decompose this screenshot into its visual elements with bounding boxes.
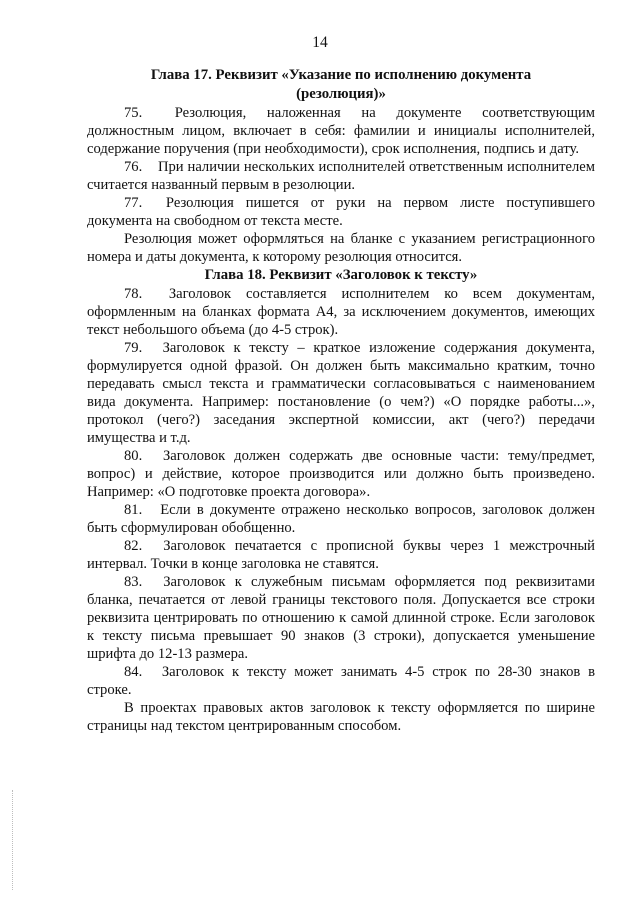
- chapter-18-title: Глава 18. Реквизит «Заголовок к тексту»: [204, 267, 478, 283]
- paragraph-80: [87, 447, 595, 501]
- chapter-17-section: [87, 104, 595, 266]
- chapter-17-title: [87, 66, 595, 104]
- paragraph-77-continuation: [87, 230, 595, 266]
- paragraph-77: [87, 194, 595, 230]
- paragraph-83: [87, 573, 595, 663]
- paragraph-number: 81.: [124, 502, 143, 518]
- paragraph-text: В проектах правовых актов заголовок к тексту оформляется по ширине страницы над текстом центрированным способом.: [87, 700, 595, 734]
- paragraph-text: Если в документе отражено несколько вопросов, заголовок должен быть сформулирован обобщенно.: [87, 502, 595, 536]
- paragraph-number: 75.: [124, 105, 143, 121]
- paragraph-76: [87, 158, 595, 194]
- paragraph-number: 77.: [124, 195, 143, 211]
- paragraph-text: Заголовок должен содержать две основные части: тему/предмет, вопрос) и действие, которое производится или должно быть произведено. Например: «О подготовке проекта договора».: [87, 448, 596, 500]
- page-number: 14: [312, 34, 328, 51]
- paragraph-81: [87, 501, 595, 537]
- chapter-18-section: [87, 285, 595, 735]
- paragraph-text: Резолюция, наложенная на документе соответствующим должностным лицом, включает в себя: фамилии и инициалы исполнителей, содержание поручения (при необходимости), срок исполнения, подпись и дату.: [87, 105, 595, 157]
- paragraph-number: 84.: [124, 664, 143, 680]
- paragraph-79: [87, 339, 595, 447]
- paragraph-text: При наличии нескольких исполнителей ответственным исполнителем считается названный первым в резолюции.: [87, 159, 595, 193]
- paragraph-number: 79.: [124, 340, 143, 356]
- chapter-17-title-line2: (резолюция)»: [296, 86, 386, 102]
- paragraph-text: Заголовок к служебным письмам оформляется под реквизитами бланка, печатается от левой границы текстового поля. Допускается все строки реквизита центрировать по отношению к самой длинной строке. Если заголовок к тексту письма превышает 90 знаков (3 строки), допускается уменьшение шрифта до 12-13 размера.: [87, 574, 595, 662]
- paragraph-84: [87, 663, 595, 699]
- scan-edge-mark: [12, 790, 14, 890]
- chapter-17-title-line1: Глава 17. Реквизит «Указание по исполнению документа: [150, 67, 532, 83]
- paragraph-84-continuation: [87, 699, 595, 735]
- paragraph-78: [87, 285, 595, 339]
- paragraph-text: Резолюция может оформляться на бланке с указанием регистрационного номера и даты документа, к которому резолюция относится.: [87, 231, 595, 265]
- paragraph-text: Заголовок печатается с прописной буквы через 1 межстрочный интервал. Точки в конце заголовка не ставятся.: [87, 538, 595, 572]
- paragraph-75: [87, 104, 595, 158]
- paragraph-text: Резолюция пишется от руки на первом листе поступившего документа на свободном от текста месте.: [87, 195, 595, 229]
- paragraph-number: 82.: [124, 538, 143, 554]
- paragraph-number: 78.: [124, 286, 143, 302]
- document-body: [87, 66, 595, 735]
- paragraph-text: Заголовок к тексту может занимать 4-5 строк по 28-30 знаков в строке.: [87, 664, 595, 698]
- paragraph-text: Заголовок составляется исполнителем ко всем документам, оформленным на бланках формата А4, за исключением документов, имеющих текст небольшого объема (до 4-5 строк).: [87, 286, 595, 338]
- paragraph-82: [87, 537, 595, 573]
- paragraph-number: 76.: [124, 159, 143, 175]
- paragraph-number: 80.: [124, 448, 143, 464]
- paragraph-number: 83.: [124, 574, 143, 590]
- paragraph-text: Заголовок к тексту – краткое изложение содержания документа, формулируется одной фразой. Он должен быть максимально кратким, точно передавать смысл текста и грамматически согласовываться с наименованием вида документа. Например: постановление (о чем?) «О порядке работы...», протокол (чего?) заседания экспертной комиссии, акт (чего?) передачи имущества и т.д.: [87, 340, 595, 446]
